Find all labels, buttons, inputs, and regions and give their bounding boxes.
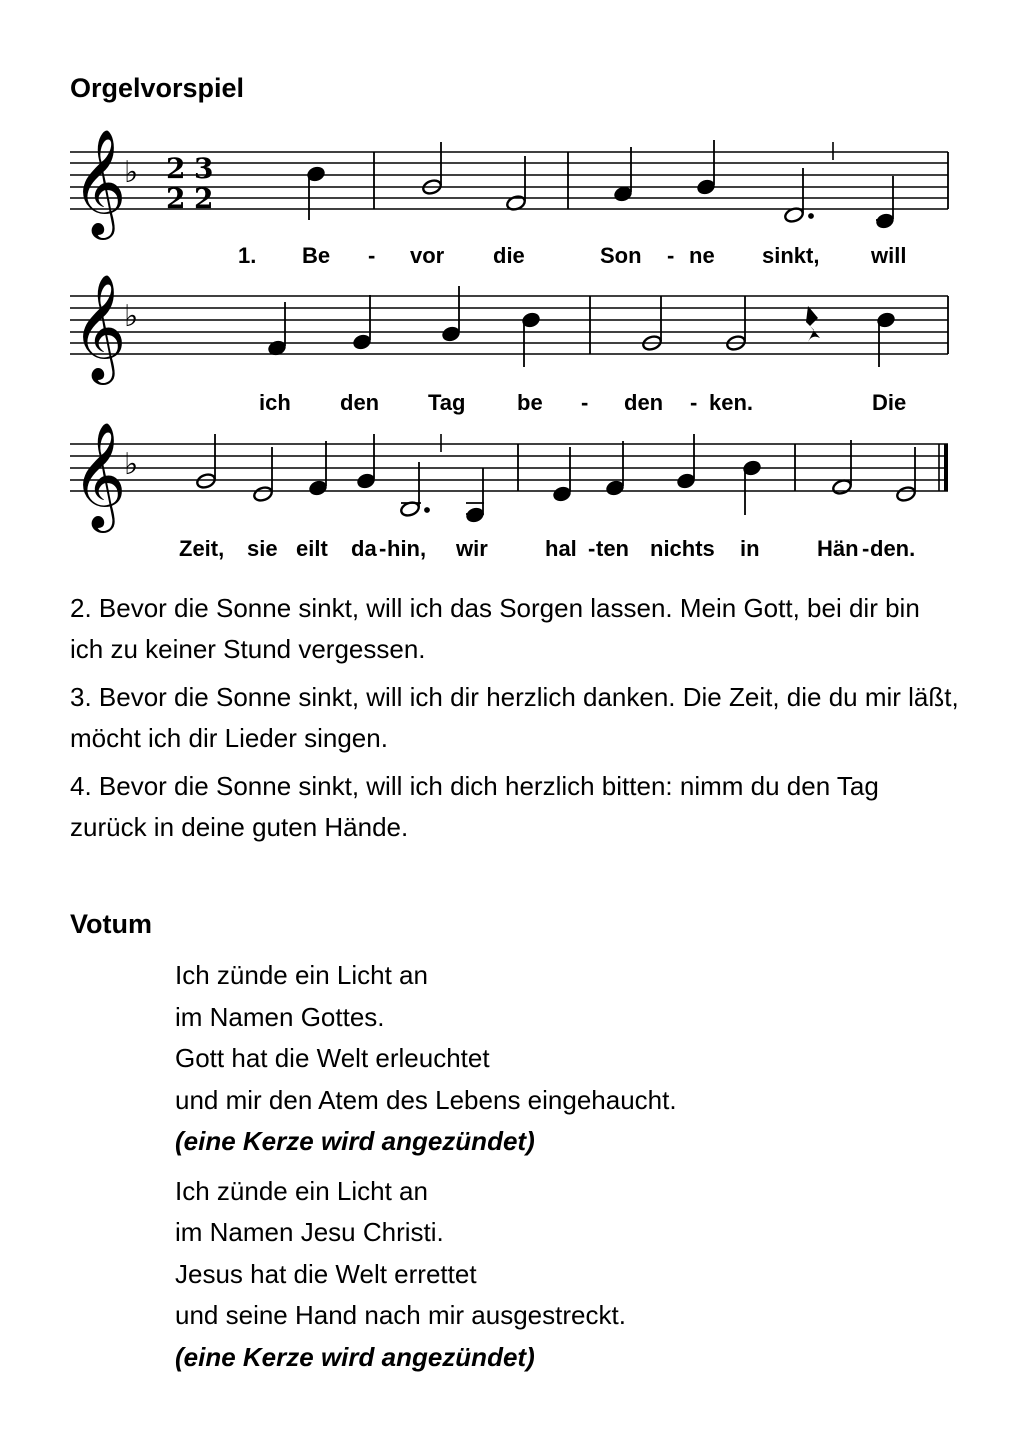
notes [195, 434, 916, 523]
votum-line: Ich zünde ein Licht an [175, 960, 428, 990]
music-staff-1 [0, 118, 1024, 278]
lyrics-line-1 [238, 243, 906, 268]
lyric-syllable: hin, [387, 536, 427, 561]
votum-instruction: (eine Kerze wird angezündet) [175, 1126, 535, 1156]
treble-clef-icon: 𝄞 [72, 421, 127, 528]
svg-text:2: 2 [194, 182, 214, 215]
votum-instruction: (eine Kerze wird angezündet) [175, 1341, 535, 1372]
lyric-syllable: will [871, 243, 907, 268]
lyric-syllable: nichts [650, 536, 715, 561]
lyric-syllable: den. [870, 536, 916, 561]
note [465, 507, 484, 524]
lyric-syllable: den [624, 390, 664, 415]
song-verses [70, 588, 960, 855]
votum-heading: Votum [70, 909, 152, 939]
lyric-syllable: ich [259, 390, 291, 415]
lyric-syllable: - [690, 390, 698, 415]
lyric-syllable: - [862, 536, 870, 561]
note [605, 480, 624, 497]
svg-text:3: 3 [194, 152, 214, 185]
votum-line: und seine Hand nach mir ausgestreckt. [175, 1300, 626, 1330]
lyric-syllable: vor [410, 243, 445, 268]
barlines [374, 152, 948, 209]
lyric-syllable: wir [456, 536, 488, 561]
note [441, 326, 460, 343]
flat-key-signature-icon: ♭ [124, 155, 139, 190]
organ-prelude-heading: Orgelvorspiel [70, 73, 245, 103]
lyric-syllable: ken. [709, 390, 754, 415]
flat-key-signature-icon: ♭ [124, 299, 139, 334]
votum-line: und mir den Atem des Lebens eingehaucht. [175, 1084, 677, 1115]
votum-line: im Namen Gottes. [175, 1001, 385, 1032]
verse-2: 2. Bevor die Sonne sinkt, will ich das Sorgen lassen. Mein Gott, bei dir bin ich zu keiner Stund vergessen. [70, 593, 920, 664]
lyrics-line-3 [179, 536, 915, 561]
votum-line: im Namen Jesu Christi. [175, 1217, 444, 1247]
lyric-syllable: - [667, 243, 675, 268]
svg-text:2: 2 [166, 152, 186, 185]
votum-line: Jesus hat die Welt errettet [175, 1258, 477, 1289]
staff-lines [70, 444, 948, 491]
lyric-syllable: eilt [296, 536, 328, 561]
note [352, 334, 371, 351]
note [676, 473, 695, 490]
lyric-syllable: - [379, 536, 387, 561]
lyric-syllable: ten [596, 536, 629, 561]
lyric-syllable: Die [872, 390, 907, 415]
notes [267, 286, 895, 367]
lyric-syllable: in [740, 536, 760, 561]
votum-line: Ich zünde ein Licht an [175, 1175, 428, 1206]
lyric-syllable: Zeit, [179, 536, 225, 561]
lyrics-line-2 [259, 390, 906, 415]
lyric-syllable: Son [600, 243, 642, 268]
staff-lines [70, 296, 948, 354]
flat-key-signature-icon: ♭ [124, 447, 139, 482]
note [308, 480, 327, 497]
lyric-syllable: ne [689, 243, 715, 268]
treble-clef-icon: 𝄞 [72, 273, 127, 380]
note [613, 186, 632, 203]
lyric-syllable: da [351, 536, 377, 561]
note [696, 179, 715, 196]
lyric-syllable: 1. [238, 243, 257, 268]
note [552, 486, 571, 503]
lyric-syllable: den [340, 390, 380, 415]
lyric-syllable: be [517, 390, 543, 415]
quarter-rest-icon [806, 306, 820, 342]
lyric-syllable: - [588, 536, 596, 561]
treble-clef-icon: 𝄞 [72, 128, 127, 235]
verse-4: 4. Bevor die Sonne sinkt, will ich dich herzlich bitten: nimm du den Tag zurück in deine guten Hände. [70, 771, 879, 842]
lyric-syllable: - [581, 390, 589, 415]
note [356, 473, 375, 490]
lyric-syllable: - [368, 243, 376, 268]
stanza-gap [175, 1163, 975, 1171]
svg-text:2: 2 [166, 182, 186, 215]
music-staff-2 [0, 270, 1024, 420]
music-staff-3 [0, 418, 1024, 578]
votum-line: Gott hat die Welt erleuchtet [175, 1043, 490, 1073]
note [875, 213, 894, 230]
notes [306, 140, 894, 229]
lyric-syllable: Hän [817, 536, 859, 561]
note [252, 485, 273, 502]
time-signature [166, 152, 213, 215]
lyric-syllable: die [493, 243, 525, 268]
votum-text [175, 955, 975, 1378]
note [895, 485, 916, 502]
note [195, 472, 216, 489]
verse-3: 3. Bevor die Sonne sinkt, will ich dir herzlich danken. Die Zeit, die du mir läßt, möcht ich dir Lieder singen. [70, 682, 959, 753]
lyric-syllable: Be [302, 243, 331, 268]
lyric-syllable: Tag [428, 390, 466, 415]
lyric-syllable: hal [545, 536, 577, 561]
lyric-syllable: sinkt, [762, 243, 820, 268]
note [831, 478, 852, 495]
lyric-syllable: sie [247, 536, 278, 561]
